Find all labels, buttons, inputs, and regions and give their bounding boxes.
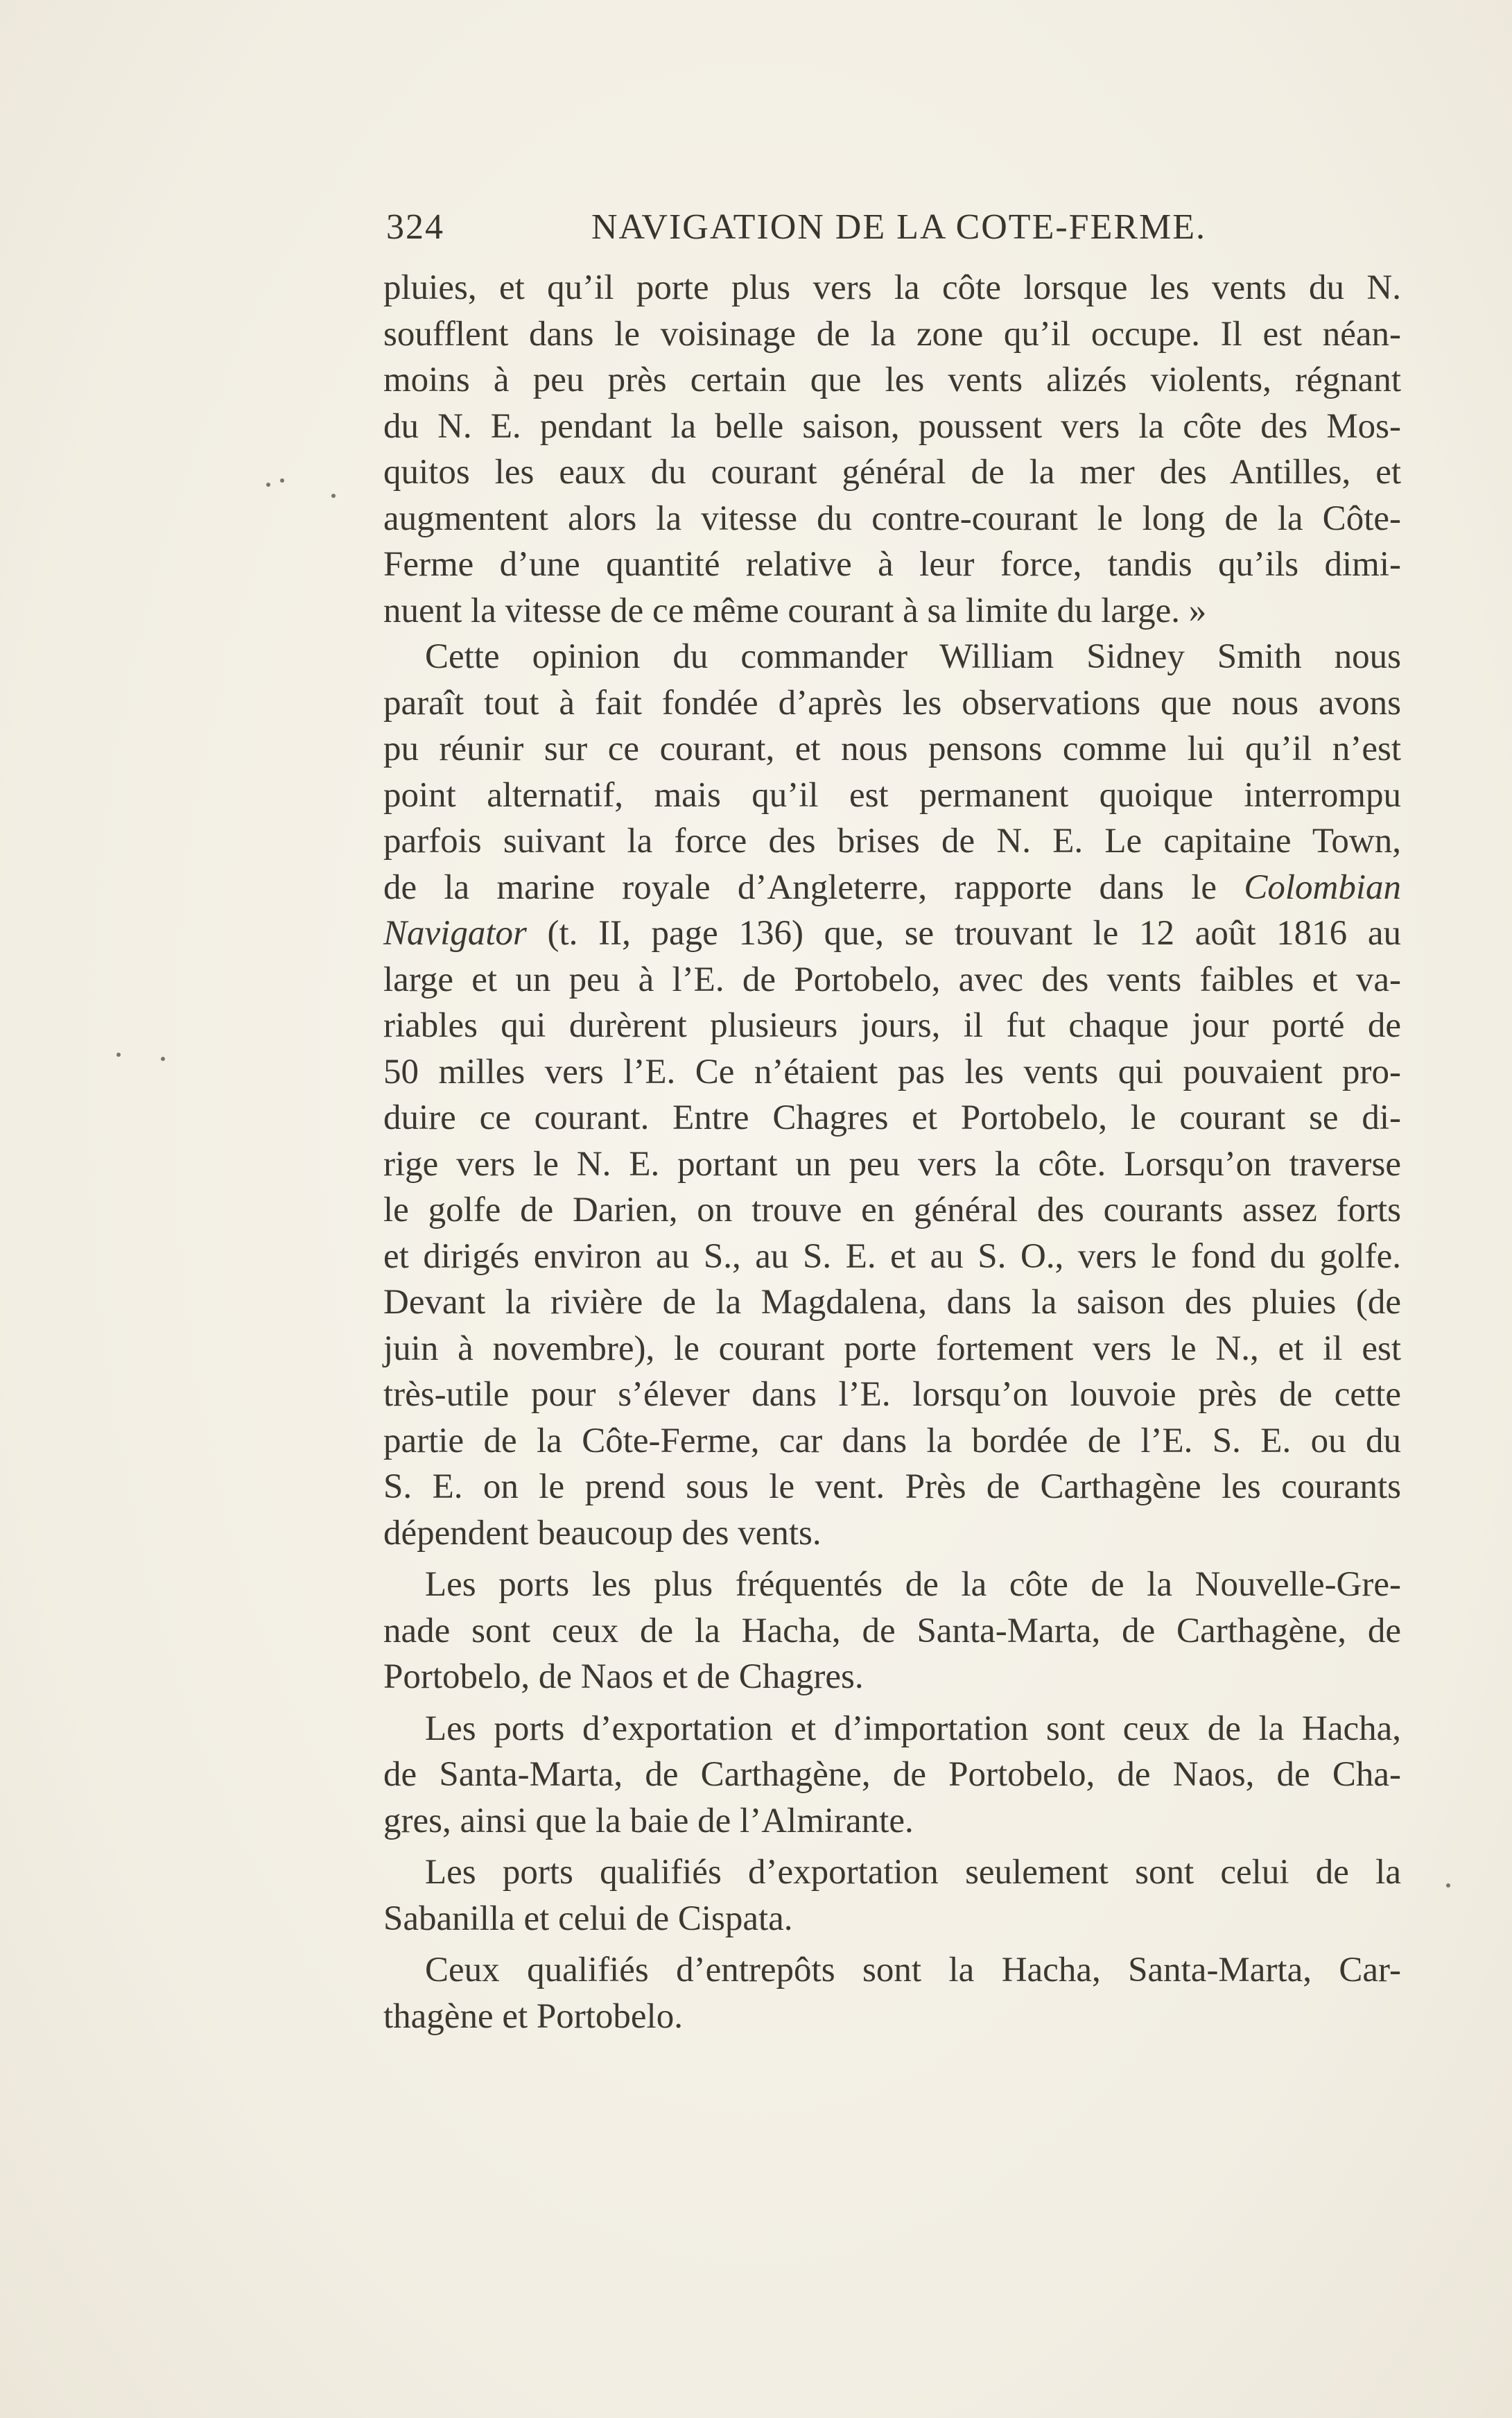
margin-speck xyxy=(266,483,270,487)
text-line: le golfe de Darien, on trouve en général des courants assez forts xyxy=(383,1191,1401,1229)
paragraph-2 xyxy=(383,634,1401,1556)
text-line: Ceux qualifiés d’entrepôts sont la Hacha, Santa-Marta, Car- xyxy=(425,1951,1401,1989)
page-header xyxy=(386,202,1398,251)
text-line: 50 milles vers l’E. Ce n’étaient pas les vents qui pouvaient pro- xyxy=(383,1052,1401,1091)
text-line: Ferme d’une quantité relative à leur force, tandis qu’ils dimi- xyxy=(383,545,1401,584)
text-line: Navigator (t. II, page 136) que, se trouvant le 12 août 1816 au xyxy=(383,914,1401,953)
margin-speck xyxy=(280,478,284,483)
text-line: paraît tout à fait fondée d’après les observations que nous avons xyxy=(383,683,1401,723)
text-line: moins à peu près certain que les vents alizés violents, régnant xyxy=(383,361,1401,399)
text-line: et dirigés environ au S., au S. E. et au S. O., vers le fond du golfe. xyxy=(383,1236,1401,1276)
text-line: dépendent beaucoup des vents. xyxy=(383,1513,822,1553)
margin-speck xyxy=(331,494,336,498)
paragraph-3 xyxy=(383,1562,1401,1700)
paragraph-1 xyxy=(383,265,1401,634)
page-number: 324 xyxy=(386,207,444,247)
text-line: Les ports d’exportation et d’importation sont ceux de la Hacha, xyxy=(425,1709,1401,1748)
text-line: de la marine royale d’Angleterre, rapporte dans le Colombian xyxy=(383,867,1401,907)
text-line: Les ports qualifiés d’exportation seulement sont celui de la xyxy=(425,1853,1401,1892)
text-line: parfois suivant la force des brises de N. E. Le capitaine Town, xyxy=(383,822,1401,861)
text-line: gres, ainsi que la baie de l’Almirante. xyxy=(383,1801,914,1840)
text-line: partie de la Côte-Ferme, car dans la bordée de l’E. S. E. ou du xyxy=(383,1421,1401,1460)
margin-speck xyxy=(1446,1883,1450,1888)
text-line: nuent la vitesse de ce même courant à sa limite du large. » xyxy=(383,591,1207,630)
margin-speck xyxy=(116,1053,121,1057)
text-line: augmentent alors la vitesse du contre-courant le long de la Côte- xyxy=(383,499,1401,538)
paragraph-6 xyxy=(383,1947,1401,2039)
text-line: Cette opinion du commander William Sidney Smith nous xyxy=(425,637,1401,676)
text-line: du N. E. pendant la belle saison, poussent vers la côte des Mos- xyxy=(383,406,1401,446)
text-line: soufflent dans le voisinage de la zone qu’il occupe. Il est néan- xyxy=(383,314,1401,354)
paragraph-5 xyxy=(383,1849,1401,1942)
text-line: Devant la rivière de la Magdalena, dans la saison des pluies (de xyxy=(383,1283,1401,1322)
text-line: large et un peu à l’E. de Portobelo, avec des vents faibles et va- xyxy=(383,960,1401,999)
text-line: point alternatif, mais qu’il est permanent quoique interrompu xyxy=(383,775,1401,815)
paragraph-4 xyxy=(383,1706,1401,1845)
text-line: pu réunir sur ce courant, et nous pensons comme lui qu’il n’est xyxy=(383,729,1401,768)
text-line: Portobelo, de Naos et de Chagres. xyxy=(383,1657,864,1696)
text-line: Les ports les plus fréquentés de la côte de la Nouvelle-Gre- xyxy=(425,1565,1401,1604)
text-line: de Santa-Marta, de Carthagène, de Portobelo, de Naos, de Cha- xyxy=(383,1755,1401,1794)
text-line: juin à novembre), le courant porte fortement vers le N., et il est xyxy=(383,1329,1401,1368)
text-line: duire ce courant. Entre Chagres et Portobelo, le courant se di- xyxy=(383,1098,1401,1137)
text-line: nade sont ceux de la Hacha, de Santa-Marta, de Carthagène, de xyxy=(383,1611,1401,1650)
text-line: très-utile pour s’élever dans l’E. lorsqu’on louvoie près de cette xyxy=(383,1375,1401,1414)
text-line: pluies, et qu’il porte plus vers la côte lorsque les vents du N. xyxy=(383,268,1401,307)
running-title: NAVIGATION DE LA COTE-FERME. xyxy=(591,207,1207,247)
text-line: quitos les eaux du courant général de la mer des Antilles, et xyxy=(383,453,1401,492)
body-text xyxy=(383,265,1401,2039)
text-line: S. E. on le prend sous le vent. Près de Carthagène les courants xyxy=(383,1467,1401,1506)
margin-speck xyxy=(161,1057,165,1061)
text-line: riables qui durèrent plusieurs jours, il fut chaque jour porté de xyxy=(383,1006,1401,1045)
text-line: Sabanilla et celui de Cispata. xyxy=(383,1899,793,1938)
text-line: rige vers le N. E. portant un peu vers la côte. Lorsqu’on traverse xyxy=(383,1144,1401,1184)
text-line: thagène et Portobelo. xyxy=(383,1996,683,2036)
